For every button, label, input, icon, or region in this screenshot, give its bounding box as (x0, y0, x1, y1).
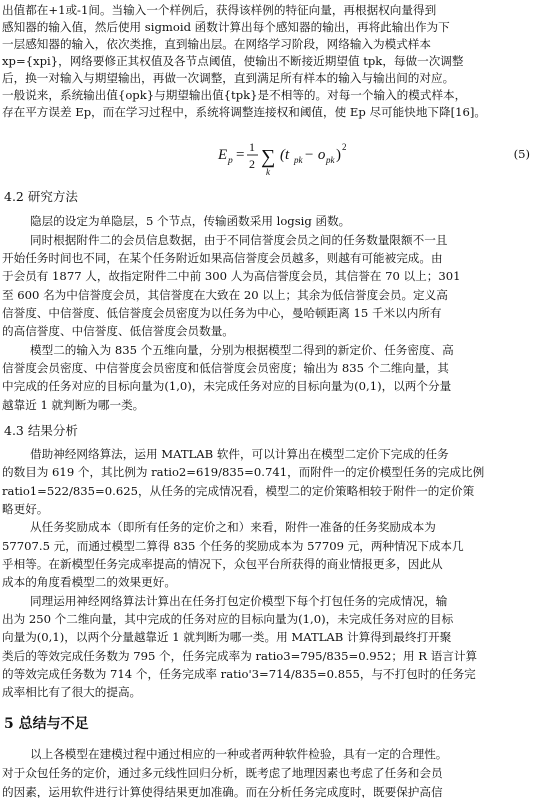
text-line: 乎相等。在新模型任务完成率提高的情况下，众包平台所获得的商业情报更多，因此从 (2, 557, 443, 571)
text-line: 开始任务时间也不同，在某个任务附近如果高信誉度会员越多，则越有可能被完成。由 (2, 251, 443, 265)
eq-sigma-sub: k (266, 167, 270, 177)
text-line: xp={xpi}，网络要修正其权值及各节点阈值，使输出不断接近期望值 tpk，每做一次调整 (2, 54, 464, 68)
text-line: 同时根据附件二的会员信息数据，由于不同信誉度会员之间的任务数量限额不一且 (30, 233, 448, 247)
eq-lhs-sub: p (228, 156, 233, 166)
text-line: 成率相比有了很大的提高。 (2, 685, 142, 699)
text-line: 向量为(0,1)，以两个分量越靠近 1 就判断为哪一类。用 MATLAB 计算得到最终打开聚 (2, 630, 452, 644)
eq-o-sub: pk (326, 155, 335, 165)
equation-number: (5) (513, 147, 530, 161)
equation-5 (0, 133, 538, 179)
text-line: 以上各模型在建模过程中通过相应的一种或者两种软件检验，具有一定的合理性。 (30, 747, 448, 761)
text-line: 的数目为 619 个，其比例为 ratio2=619/835=0.741，而附件一的定价模型任务的完成比例 (2, 465, 485, 479)
text-line: 至 600 名为中信誉度会员，其信誉度在大致在 20 以上；其余为低信誉度会员。定义高 (2, 288, 448, 302)
text-line: 出值都在+1或-1间。当输入一个样例后，获得该样例的特征向量，再根据权向量得到 (2, 3, 437, 17)
text-line: 隐层的设定为单隐层，5 个节点，传输函数采用 logsig 函数。 (30, 214, 351, 228)
text-line: 的因素，运用软件进行计算使得结果更加准确。而在分析任务完成度时，既要保护高信 (2, 785, 443, 798)
text-line: 越靠近 1 就判断为哪一类。 (2, 398, 145, 412)
chapter-heading: 5 总结与不足 (4, 716, 89, 732)
section-heading: 4.2 研究方法 (4, 189, 78, 204)
text-line: 中完成的任务对应的目标向量为(1,0)，未完成任务对应的目标向量为(0,1)，以两个分量 (2, 379, 452, 393)
eq-sigma: ∑ (261, 146, 276, 168)
text-line: 的高信誉度、中信誉度、低信誉度会员数量。 (2, 324, 234, 338)
eq-close: ) (336, 147, 341, 163)
text-line: 57707.5 元，而通过模型二算得 835 个任务的奖励成本为 57709 元，两种情况下成本几 (2, 539, 464, 553)
eq-minus: − o (304, 147, 326, 163)
eq-t-sub: pk (294, 155, 303, 165)
text-line: 存在平方误差 Ep，而在学习过程中，系统将调整连接权和阈值，使 Ep 尽可能快地下降[16]。 (2, 105, 487, 119)
eq-equals: = (236, 147, 245, 163)
text-line: 略更好。 (2, 502, 49, 516)
text-line: ratio1=522/835=0.625，从任务的完成情况看，模型二的定价策略相较于附件一的定价策 (2, 484, 475, 498)
eq-body: (t (280, 147, 290, 163)
equation-graphic (0, 133, 538, 179)
section-heading: 4.3 结果分析 (4, 423, 78, 438)
eq-power: 2 (342, 142, 347, 152)
text-line: 对于众包任务的定价，通过多元线性回归分析，既考虑了地理因素也考虑了任务和会员 (2, 766, 443, 780)
eq-lhs: E (218, 147, 228, 163)
text-line: 同理运用神经网络算法计算出在任务打包定价模型下每个打包任务的完成情况，输 (30, 594, 448, 608)
text-line: 后，换一对输入与期望输出，再做一次调整，直到满足所有样本的输入与输出间的对应。 (2, 71, 455, 85)
text-line: 的等效完成任务数为 714 个，任务完成率 ratio'3=714/835=0.855，与不打包时的任务完 (2, 667, 476, 681)
text-line: 成本的角度看模型二的效果更好。 (2, 575, 176, 589)
text-line: 出为 250 个二维向量，其中完成的任务对应的目标向量为(1,0)，未完成任务对应的目标 (2, 612, 454, 626)
text-line: 信誉度、中信誉度、低信誉度会员密度为以任务为中心，曼哈顿距离 15 千米以内所有 (2, 306, 442, 320)
eq-frac-num: 1 (249, 140, 255, 154)
text-line: 借助神经网络算法，运用 MATLAB 软件，可以计算出在模型二定价下完成的任务 (30, 447, 449, 461)
text-line: 信誉度会员密度、中信誉度会员密度和低信誉度会员密度；输出为 835 个二维向量，其 (2, 361, 449, 375)
text-line: 从任务奖励成本（即所有任务的定价之和）来看，附件一准备的任务奖励成本为 (30, 520, 436, 534)
eq-frac-den: 2 (249, 157, 255, 171)
text-line: 一般说来，系统输出值{opk}与期望输出值{tpk}是不相等的。对每一个输入的模式样本， (2, 88, 467, 102)
text-line: 于会员有 1877 人，故指定附件二中前 300 人为高信誉度会员，其信誉在 70 以上；301 (2, 269, 461, 283)
text-line: 模型二的输入为 835 个五维向量，分别为根据模型二得到的新定价、任务密度、高 (30, 343, 454, 357)
text-line: 感知器的输入值，然后使用 sigmoid 函数计算出每个感知器的输出，再将此输出作为下 (2, 20, 450, 34)
text-line: 类后的等效完成任务数为 795 个，任务完成率为 ratio3=795/835=0.952；用 R 语言计算 (2, 649, 478, 663)
text-line: 一层感知器的输入，依次类推，直到输出层。在网络学习阶段，网络输入为模式样本 (2, 37, 431, 51)
